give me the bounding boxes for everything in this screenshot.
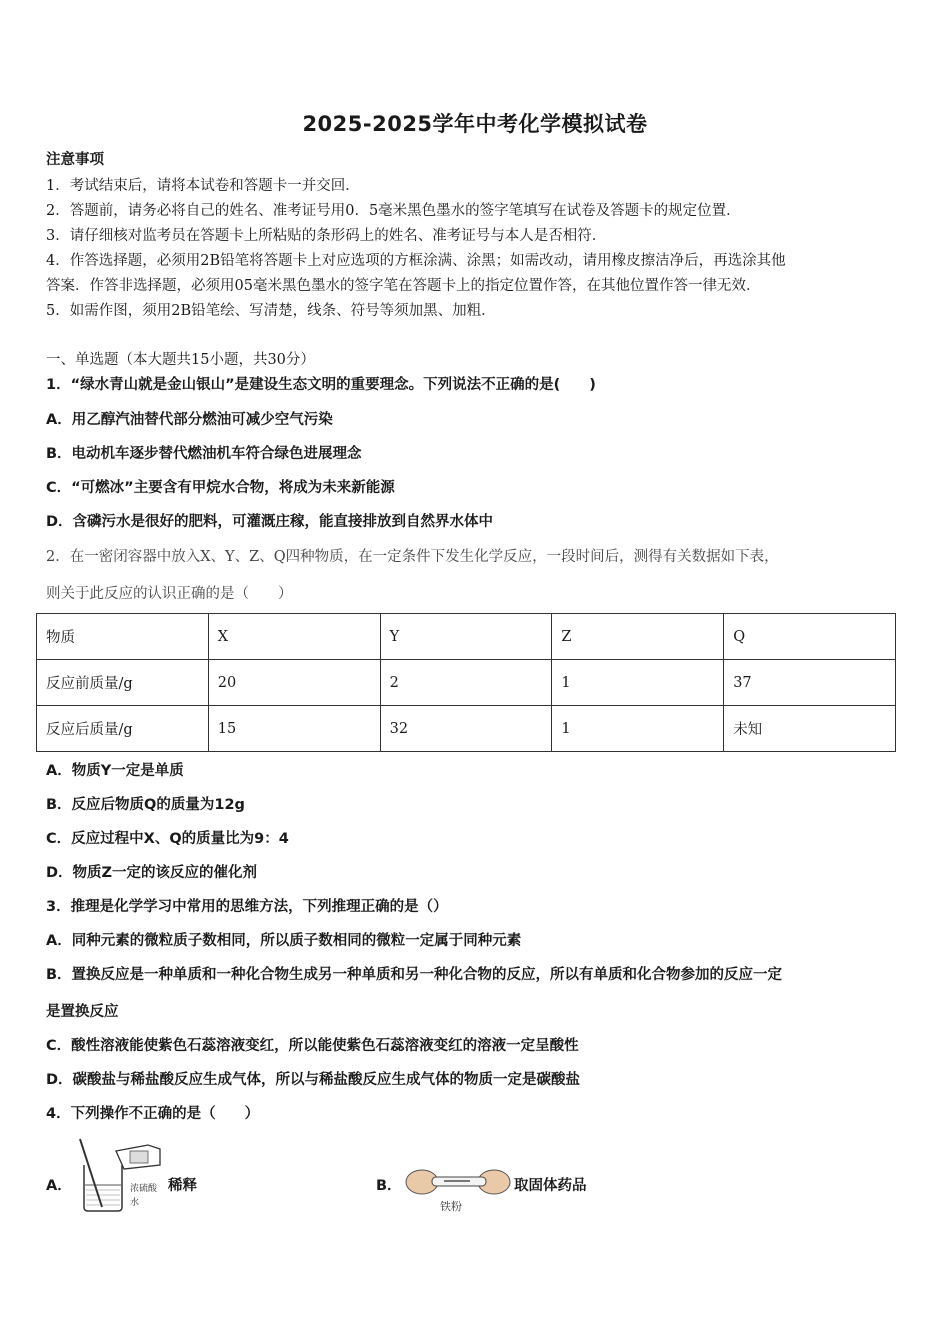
table-cell: X xyxy=(208,614,380,660)
q1-option-c: C．“可燃冰”主要含有甲烷水合物，将成为未来新能源 xyxy=(46,480,395,496)
q1-option-d: D．含磷污水是很好的肥料，可灌溉庄稼，能直接排放到自然界水体中 xyxy=(46,514,494,530)
q2-stem-line2: 则关于此反应的认识正确的是（ ） xyxy=(46,586,293,602)
table-cell: 37 xyxy=(724,660,896,706)
q4-option-a-label: 稀释 xyxy=(168,1178,197,1194)
table-row xyxy=(37,614,896,660)
table-cell: Y xyxy=(380,614,552,660)
q4-stem: 4．下列操作不正确的是（ ） xyxy=(46,1106,260,1122)
notice-heading: 注意事项 xyxy=(46,152,104,168)
q1-option-b: B．电动机车逐步替代燃油机车符合绿色进展理念 xyxy=(46,446,362,462)
q2-stem-line1: 2．在一密闭容器中放入X、Y、Z、Q四种物质，在一定条件下发生化学反应，一段时间后，测得有关数据如下表， xyxy=(46,549,779,565)
q4-option-a-letter: A． xyxy=(46,1178,72,1194)
bottle-label xyxy=(130,1151,148,1163)
table-cell: Q xyxy=(724,614,896,660)
table-cell: 反应前质量/g xyxy=(37,660,209,706)
notice-item: 1．考试结束后，请将本试卷和答题卡一并交回． xyxy=(46,178,360,194)
table-cell: 32 xyxy=(380,706,552,752)
notice-item: 5．如需作图，须用2B铅笔绘、写清楚，线条、符号等须加黑、加粗． xyxy=(46,303,496,319)
q3-option-b: B．置换反应是一种单质和一种化合物生成另一种单质和另一种化合物的反应，所以有单质和化合物参加的反应一定 xyxy=(46,967,783,983)
q3-stem: 3．推理是化学学习中常用的思维方法，下列推理正确的是（） xyxy=(46,899,448,915)
q2-option-b: B．反应后物质Q的质量为12g xyxy=(46,797,245,813)
q3-option-d: D．碳酸盐与稀盐酸反应生成气体，所以与稀盐酸反应生成气体的物质一定是碳酸盐 xyxy=(46,1072,581,1088)
table-cell: 2 xyxy=(380,660,552,706)
table-cell: 1 xyxy=(552,660,724,706)
liquid-hatch xyxy=(86,1190,120,1205)
dilution-figure xyxy=(76,1135,166,1215)
q1-stem: 1．“绿水青山就是金山银山”是建设生态文明的重要理念。下列说法不正确的是( ) xyxy=(46,377,596,393)
page-title: 2025-2025学年中考化学模拟试卷 xyxy=(302,112,648,136)
q2-option-c: C．反应过程中X、Q的质量比为9：4 xyxy=(46,831,289,847)
section-heading: 一、单选题（本大题共15小题，共30分） xyxy=(46,352,315,368)
figure-label-iron: 铁粉 xyxy=(440,1200,462,1213)
table-cell: 20 xyxy=(208,660,380,706)
notice-item: 答案．作答非选择题，必须用05毫米黑色墨水的签字笔在答题卡上的指定位置作答，在其他位置作答一律无效． xyxy=(46,278,761,294)
notice-item: 4．作答选择题，必须用2B铅笔将答题卡上对应选项的方框涂满、涂黑；如需改动，请用橡皮擦洁净后，再选涂其他 xyxy=(46,253,786,269)
q4-option-b-label: 取固体药品 xyxy=(514,1178,587,1194)
table-row xyxy=(37,660,896,706)
figure-label-water: 水 xyxy=(130,1198,140,1208)
table-cell: 反应后质量/g xyxy=(37,706,209,752)
q3-option-c: C．酸性溶液能使紫色石蕊溶液变红，所以能使紫色石蕊溶液变红的溶液一定呈酸性 xyxy=(46,1038,579,1054)
q3-option-a: A．同种元素的微粒质子数相同，所以质子数相同的微粒一定属于同种元素 xyxy=(46,933,522,949)
q2-option-d: D．物质Z一定的该反应的催化剂 xyxy=(46,865,258,881)
table-cell: 1 xyxy=(552,706,724,752)
q3-option-b-cont: 是置换反应 xyxy=(46,1004,119,1020)
notice-item: 2．答题前，请务必将自己的姓名、准考证号用0．5毫米黑色墨水的签字笔填写在试卷及答题卡的规定位置． xyxy=(46,203,741,219)
q1-option-a: A．用乙醇汽油替代部分燃油可减少空气污染 xyxy=(46,412,333,428)
q2-data-table xyxy=(36,613,896,752)
table-cell: 未知 xyxy=(724,706,896,752)
table-cell: Z xyxy=(552,614,724,660)
table-cell: 15 xyxy=(208,706,380,752)
q4-option-b-letter: B． xyxy=(376,1178,402,1194)
solid-sampling-figure xyxy=(404,1160,512,1216)
q2-option-a: A．物质Y一定是单质 xyxy=(46,763,184,779)
table-row xyxy=(37,706,896,752)
figure-label-acid: 浓硫酸 xyxy=(130,1184,158,1194)
table-cell: 物质 xyxy=(37,614,209,660)
notice-item: 3．请仔细核对监考员在答题卡上所粘贴的条形码上的姓名、准考证号与本人是否相符． xyxy=(46,228,607,244)
